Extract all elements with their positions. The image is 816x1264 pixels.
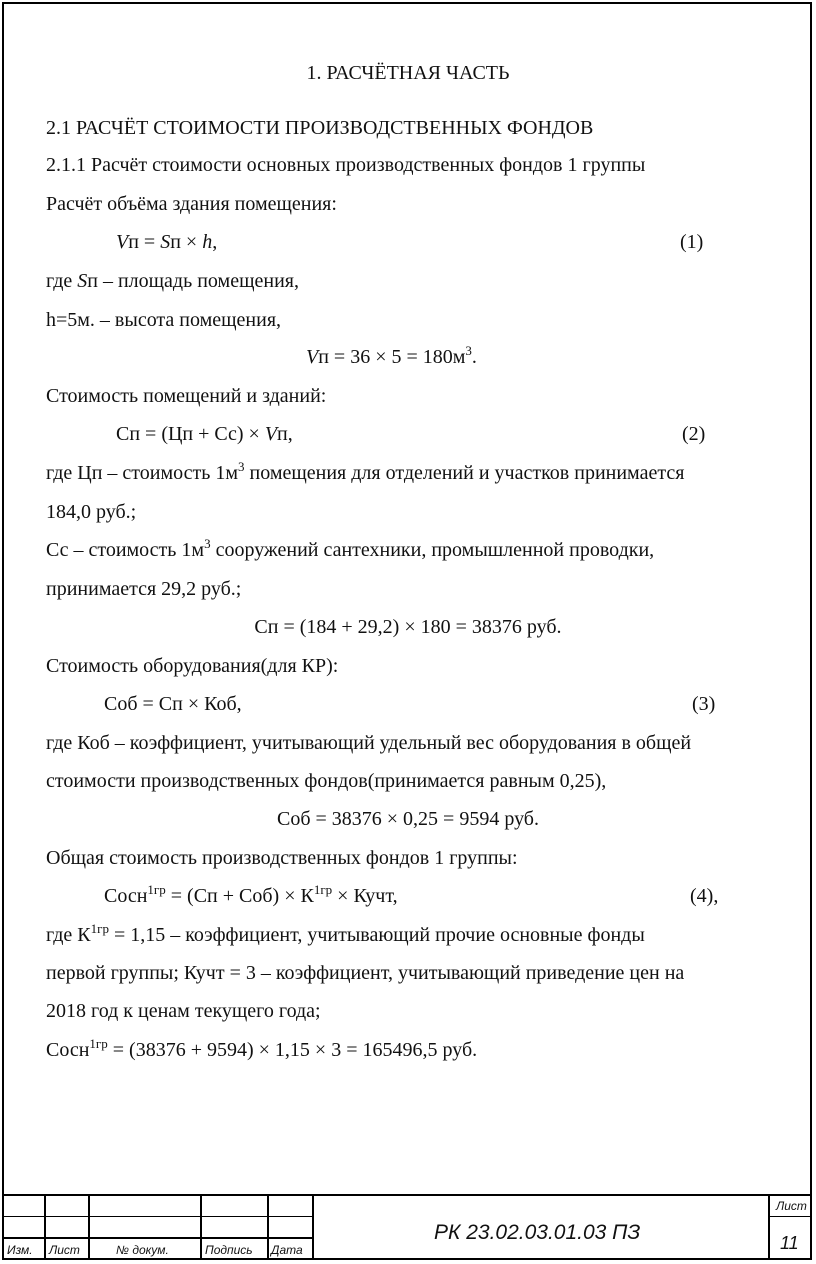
subsection-title: 2.1 РАСЧЁТ СТОИМОСТИ ПРОИЗВОДСТВЕННЫХ ФОНДОВ <box>46 117 594 139</box>
stamp-col-line <box>312 1194 314 1260</box>
stamp-label-signature: Подпись <box>205 1243 253 1257</box>
stamp-top-line <box>2 1194 812 1196</box>
paragraph-volume-intro: Расчёт объёма здания помещения: <box>46 193 337 215</box>
formula-1: Vп = Sп × h, <box>116 231 218 253</box>
formula-3-number: (3) <box>692 693 716 715</box>
stamp-label-doc: № докум. <box>116 1243 169 1257</box>
subsubsection-title: 2.1.1 Расчёт стоимости основных производственных фондов 1 группы <box>46 154 646 176</box>
stamp-label-date: Дата <box>271 1243 303 1257</box>
formula-2: Сп = (Цп + Сс) × Vп, <box>116 423 293 445</box>
stamp-col-line <box>44 1194 46 1260</box>
where-h: h=5м. – высота помещения, <box>46 309 282 331</box>
stamp-col-line <box>267 1194 269 1260</box>
where-k-line-2: первой группы; Кучт = 3 – коэффициент, учитывающий приведение цен на <box>46 962 685 984</box>
formula-4: Сосн$^{1гр}$ = $(Сп + Соб) \times К^{1гр}$ × Кучт, <box>104 882 398 907</box>
paragraph-equipment-intro: Стоимость оборудования(для КР): <box>46 655 339 677</box>
sheet-label: Лист <box>776 1199 807 1213</box>
formula-3: Соб = Сп × Коб, <box>104 693 242 715</box>
stamp-col-line <box>88 1194 90 1260</box>
calculation-4: Сосн$^{1гр}$ = (38376 + 9594) × 1,15 × 3 = 165496,5 руб. <box>46 1036 478 1061</box>
calculation-1: Vп = $36 \times 5 = 180м^3$. <box>306 343 477 368</box>
where-cp: где Цп – стоимость $1м^3$ помещения для отделений и участков принимается <box>46 459 685 484</box>
cp-value: 184,0 руб.; <box>46 501 137 523</box>
where-k-line-1: где $К^{1гр} = 1,15$ – коэффициент, учитывающий прочие основные фонды <box>46 921 645 946</box>
paragraph-cost-intro: Стоимость помещений и зданий: <box>46 385 327 407</box>
stamp-sheet-line <box>768 1216 812 1217</box>
document-code: РК 23.02.03.01.03 ПЗ <box>434 1221 641 1244</box>
title-block <box>2 1194 812 1260</box>
formula-1-number: (1) <box>680 231 704 253</box>
where-k-line-3: 2018 год к ценам текущего года; <box>46 1000 321 1022</box>
where-s: где Sп – площадь помещения, <box>46 270 299 292</box>
stamp-row-line-2 <box>2 1237 312 1239</box>
where-kob-line-1: где Коб – коэффициент, учитывающий удельный вес оборудования в общей <box>46 732 692 754</box>
stamp-label-list: Лист <box>49 1243 80 1257</box>
where-cs: Сс – стоимость $1м^3$ сооружений сантехники, промышленной проводки, <box>46 536 655 561</box>
calculation-2: Сп = (184 + 29,2) × 180 = 38376 руб. <box>254 616 562 638</box>
stamp-label-izm: Изм. <box>7 1243 33 1257</box>
stamp-row-line-1 <box>2 1216 312 1217</box>
stamp-col-line <box>200 1194 202 1260</box>
paragraph-total-intro: Общая стоимость производственных фондов 1 группы: <box>46 847 518 869</box>
calculation-3: Соб = 38376 × 0,25 = 9594 руб. <box>276 808 539 830</box>
stamp-col-line <box>768 1194 770 1260</box>
where-kob-line-2: стоимости производственных фондов(принимается равным 0,25), <box>46 770 607 792</box>
sheet-number: 11 <box>780 1233 799 1253</box>
formula-4-number: (4), <box>690 885 719 907</box>
formula-2-number: (2) <box>682 423 706 445</box>
cs-value: принимается 29,2 руб.; <box>46 578 242 600</box>
section-title: 1. РАСЧЁТНАЯ ЧАСТЬ <box>306 62 510 84</box>
